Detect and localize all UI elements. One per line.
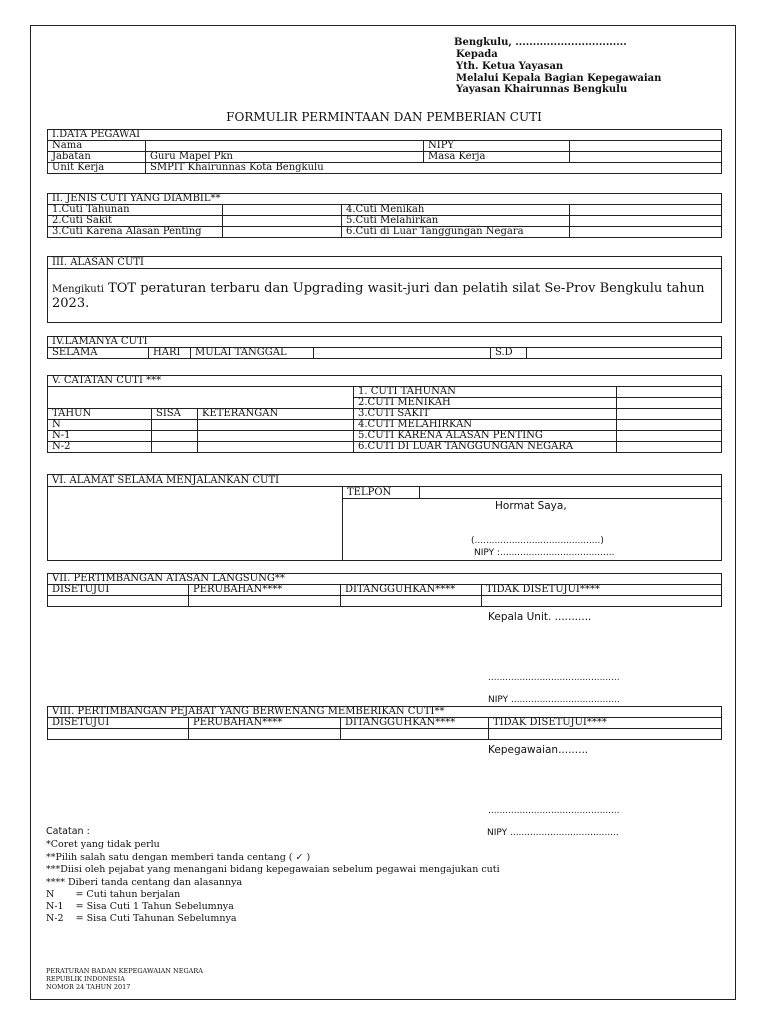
approved-col: DISETUJUI	[48, 585, 189, 596]
year-n-sisa[interactable]	[152, 420, 198, 431]
kepala-unit: Kepala Unit. ...........	[488, 611, 592, 623]
section-8-heading: VIII. PERTIMBANGAN PEJABAT YANG BERWENANG MEMBERIKAN CUTI**	[48, 707, 722, 718]
note-4: **** Diberi tanda centang dan alasannya	[46, 877, 243, 888]
footer-line-1: PERATURAN BADAN KEPEGAWAIAN NEGARA	[46, 967, 203, 975]
year-n1-sisa[interactable]	[152, 431, 198, 442]
note-6: N-1 = Sisa Cuti 1 Tahun Sebelumnya	[46, 901, 234, 912]
year-n: N	[48, 420, 152, 431]
note-3: ***Diisi oleh pejabat yang menangani bidang kepegawaian sebelum pegawai mengajukan cuti	[46, 864, 500, 875]
reason-line-2: 2023.	[52, 296, 90, 311]
section-4-heading: IV.LAMANYA CUTI	[48, 337, 722, 348]
type-sick: 3.CUTI SAKIT	[354, 409, 617, 420]
supervisor-signature-line: ..............................................	[488, 673, 620, 683]
type-marriage-field[interactable]	[617, 398, 722, 409]
mulai-tanggal-label: MULAI TANGGAL	[191, 348, 314, 359]
year-n2-ket[interactable]	[198, 442, 354, 453]
telpon-cell-divider	[419, 486, 420, 498]
applicant-nipy: NIPY :........................................	[474, 548, 615, 558]
type-annual: 1. CUTI TAHUNAN	[354, 387, 617, 398]
section-3-divider	[47, 268, 722, 269]
telpon-divider	[342, 498, 722, 499]
postponed-col: DITANGGUHKAN****	[341, 585, 482, 596]
form-title: FORMULIR PERMINTAAN DAN PEMBERIAN CUTI	[226, 110, 542, 124]
official-rejected-col: TIDAK DISETUJUI****	[489, 718, 722, 729]
year-n1-ket[interactable]	[198, 431, 354, 442]
telpon-field[interactable]	[422, 487, 720, 498]
leave-type-maternity: 5.Cuti Melahirkan	[342, 216, 570, 227]
type-maternity: 4.CUTI MELAHIRKAN	[354, 420, 617, 431]
leave-type-maternity-check[interactable]	[570, 216, 722, 227]
nama-label: Nama	[48, 141, 146, 152]
section-1-heading: I.DATA PEGAWAI	[48, 130, 722, 141]
section-1-table	[47, 129, 722, 174]
type-unpaid-field[interactable]	[617, 442, 722, 453]
leave-type-important: 3.Cuti Karena Alasan Penting	[48, 227, 223, 238]
address-field[interactable]	[52, 500, 337, 558]
note-5: N = Cuti tahun berjalan	[46, 889, 181, 900]
kepegawaian: Kepegawaian.........	[488, 744, 589, 756]
rejected-field[interactable]	[482, 596, 722, 607]
type-maternity-field[interactable]	[617, 420, 722, 431]
supervisor-nipy: NIPY ......................................	[488, 695, 620, 705]
rejected-col: TIDAK DISETUJUI****	[482, 585, 722, 596]
telpon-label: TELPON	[347, 487, 392, 498]
notes-title: Catatan :	[46, 826, 90, 837]
leave-type-unpaid-check[interactable]	[570, 227, 722, 238]
end-date-field[interactable]	[527, 348, 722, 359]
col-tahun: TAHUN	[48, 409, 152, 420]
section-5-heading: V. CATATAN CUTI ***	[48, 376, 722, 387]
type-marriage: 2.CUTI MENIKAH	[354, 398, 617, 409]
section-2-table	[47, 193, 722, 238]
col-sisa: SISA	[152, 409, 198, 420]
official-changed-field[interactable]	[189, 729, 341, 740]
year-n1: N-1	[48, 431, 152, 442]
note-2: **Pilih salah satu dengan memberi tanda centang ( ✓ )	[46, 852, 311, 863]
leave-reason[interactable]	[52, 281, 705, 297]
nama-field[interactable]	[146, 141, 424, 152]
section-7-heading: VII. PERTIMBANGAN ATASAN LANGSUNG**	[48, 574, 722, 585]
leave-type-annual-check[interactable]	[223, 205, 342, 216]
recipient-line-2: Melalui Kepala Bagian Kepegawaian	[456, 73, 662, 84]
type-important: 5.CUTI KARENA ALASAN PENTING	[354, 431, 617, 442]
changed-field[interactable]	[189, 596, 341, 607]
applicant-signature-line: (............................................)	[471, 536, 604, 546]
year-n-ket[interactable]	[198, 420, 354, 431]
year-n2-sisa[interactable]	[152, 442, 198, 453]
official-approved-col: DISETUJUI	[48, 718, 189, 729]
note-1: *Coret yang tidak perlu	[46, 839, 160, 850]
leave-type-unpaid: 6.Cuti di Luar Tanggungan Negara	[342, 227, 570, 238]
leave-type-sick: 2.Cuti Sakit	[48, 216, 223, 227]
sd-label: S.D	[491, 348, 527, 359]
year-n2: N-2	[48, 442, 152, 453]
jabatan-value[interactable]: Guru Mapel Pkn	[146, 152, 424, 163]
recipient-line-1: Yth. Ketua Yayasan	[456, 61, 564, 72]
notes-blank	[48, 387, 354, 409]
section-8-table	[47, 706, 722, 740]
leave-type-marriage-check[interactable]	[570, 205, 722, 216]
section-2-heading: II. JENIS CUTI YANG DIAMBIL**	[48, 194, 722, 205]
recipient-line-3: Yayasan Khairunnas Bengkulu	[456, 84, 628, 95]
place-date: Bengkulu, ................................	[454, 37, 627, 48]
official-changed-col: PERUBAHAN****	[189, 718, 341, 729]
footer-line-2: REPUBLIK INDONESIA	[46, 975, 125, 983]
section-5-table	[47, 375, 722, 453]
type-important-field[interactable]	[617, 431, 722, 442]
nipy-label: NIPY	[424, 141, 570, 152]
type-sick-field[interactable]	[617, 409, 722, 420]
leave-type-sick-check[interactable]	[223, 216, 342, 227]
masa-kerja-field[interactable]	[570, 152, 722, 163]
unit-kerja-value[interactable]: SMPIT Khairunnas Kota Bengkulu	[146, 163, 722, 174]
official-postponed-col: DITANGGUHKAN****	[341, 718, 489, 729]
official-rejected-field[interactable]	[489, 729, 722, 740]
start-date-field[interactable]	[314, 348, 491, 359]
section-4-table	[47, 336, 722, 359]
unit-kerja-label: Unit Kerja	[48, 163, 146, 174]
selama-label: SELAMA	[48, 348, 149, 359]
type-annual-field[interactable]	[617, 387, 722, 398]
hormat-saya: Hormat Saya,	[495, 500, 567, 512]
reason-prefix: Mengikuti	[52, 284, 104, 295]
reason-line-1: TOT peraturan terbaru dan Upgrading wasit-juri dan pelatih silat Se-Prov Bengkulu tahun	[108, 281, 705, 296]
note-7: N-2 = Sisa Cuti Tahunan Sebelumnya	[46, 913, 237, 924]
approved-field[interactable]	[48, 596, 189, 607]
address-divider	[342, 486, 343, 561]
section-7-table	[47, 573, 722, 607]
section-6-heading: VI. ALAMAT SELAMA MENJALANKAN CUTI	[52, 475, 280, 486]
postponed-field[interactable]	[341, 596, 482, 607]
leave-type-annual: 1.Cuti Tahunan	[48, 205, 223, 216]
type-unpaid: 6.CUTI DI LUAR TANGGUNGAN NEGARA	[354, 442, 617, 453]
col-keterangan: KETERANGAN	[198, 409, 354, 420]
official-approved-field[interactable]	[48, 729, 189, 740]
recipient-label: Kepada	[456, 49, 498, 60]
masa-kerja-label: Masa Kerja	[424, 152, 570, 163]
hari-label: HARI	[149, 348, 191, 359]
official-postponed-field[interactable]	[341, 729, 489, 740]
leave-type-important-check[interactable]	[223, 227, 342, 238]
footer-line-3: NOMOR 24 TAHUN 2017	[46, 983, 131, 991]
changed-col: PERUBAHAN****	[189, 585, 341, 596]
official-nipy: NIPY ......................................	[487, 828, 619, 838]
official-signature-line: ..............................................	[488, 806, 620, 816]
jabatan-label: Jabatan	[48, 152, 146, 163]
leave-type-marriage: 4.Cuti Menikah	[342, 205, 570, 216]
section-3-heading: III. ALASAN CUTI	[52, 257, 144, 268]
nipy-field[interactable]	[570, 141, 722, 152]
